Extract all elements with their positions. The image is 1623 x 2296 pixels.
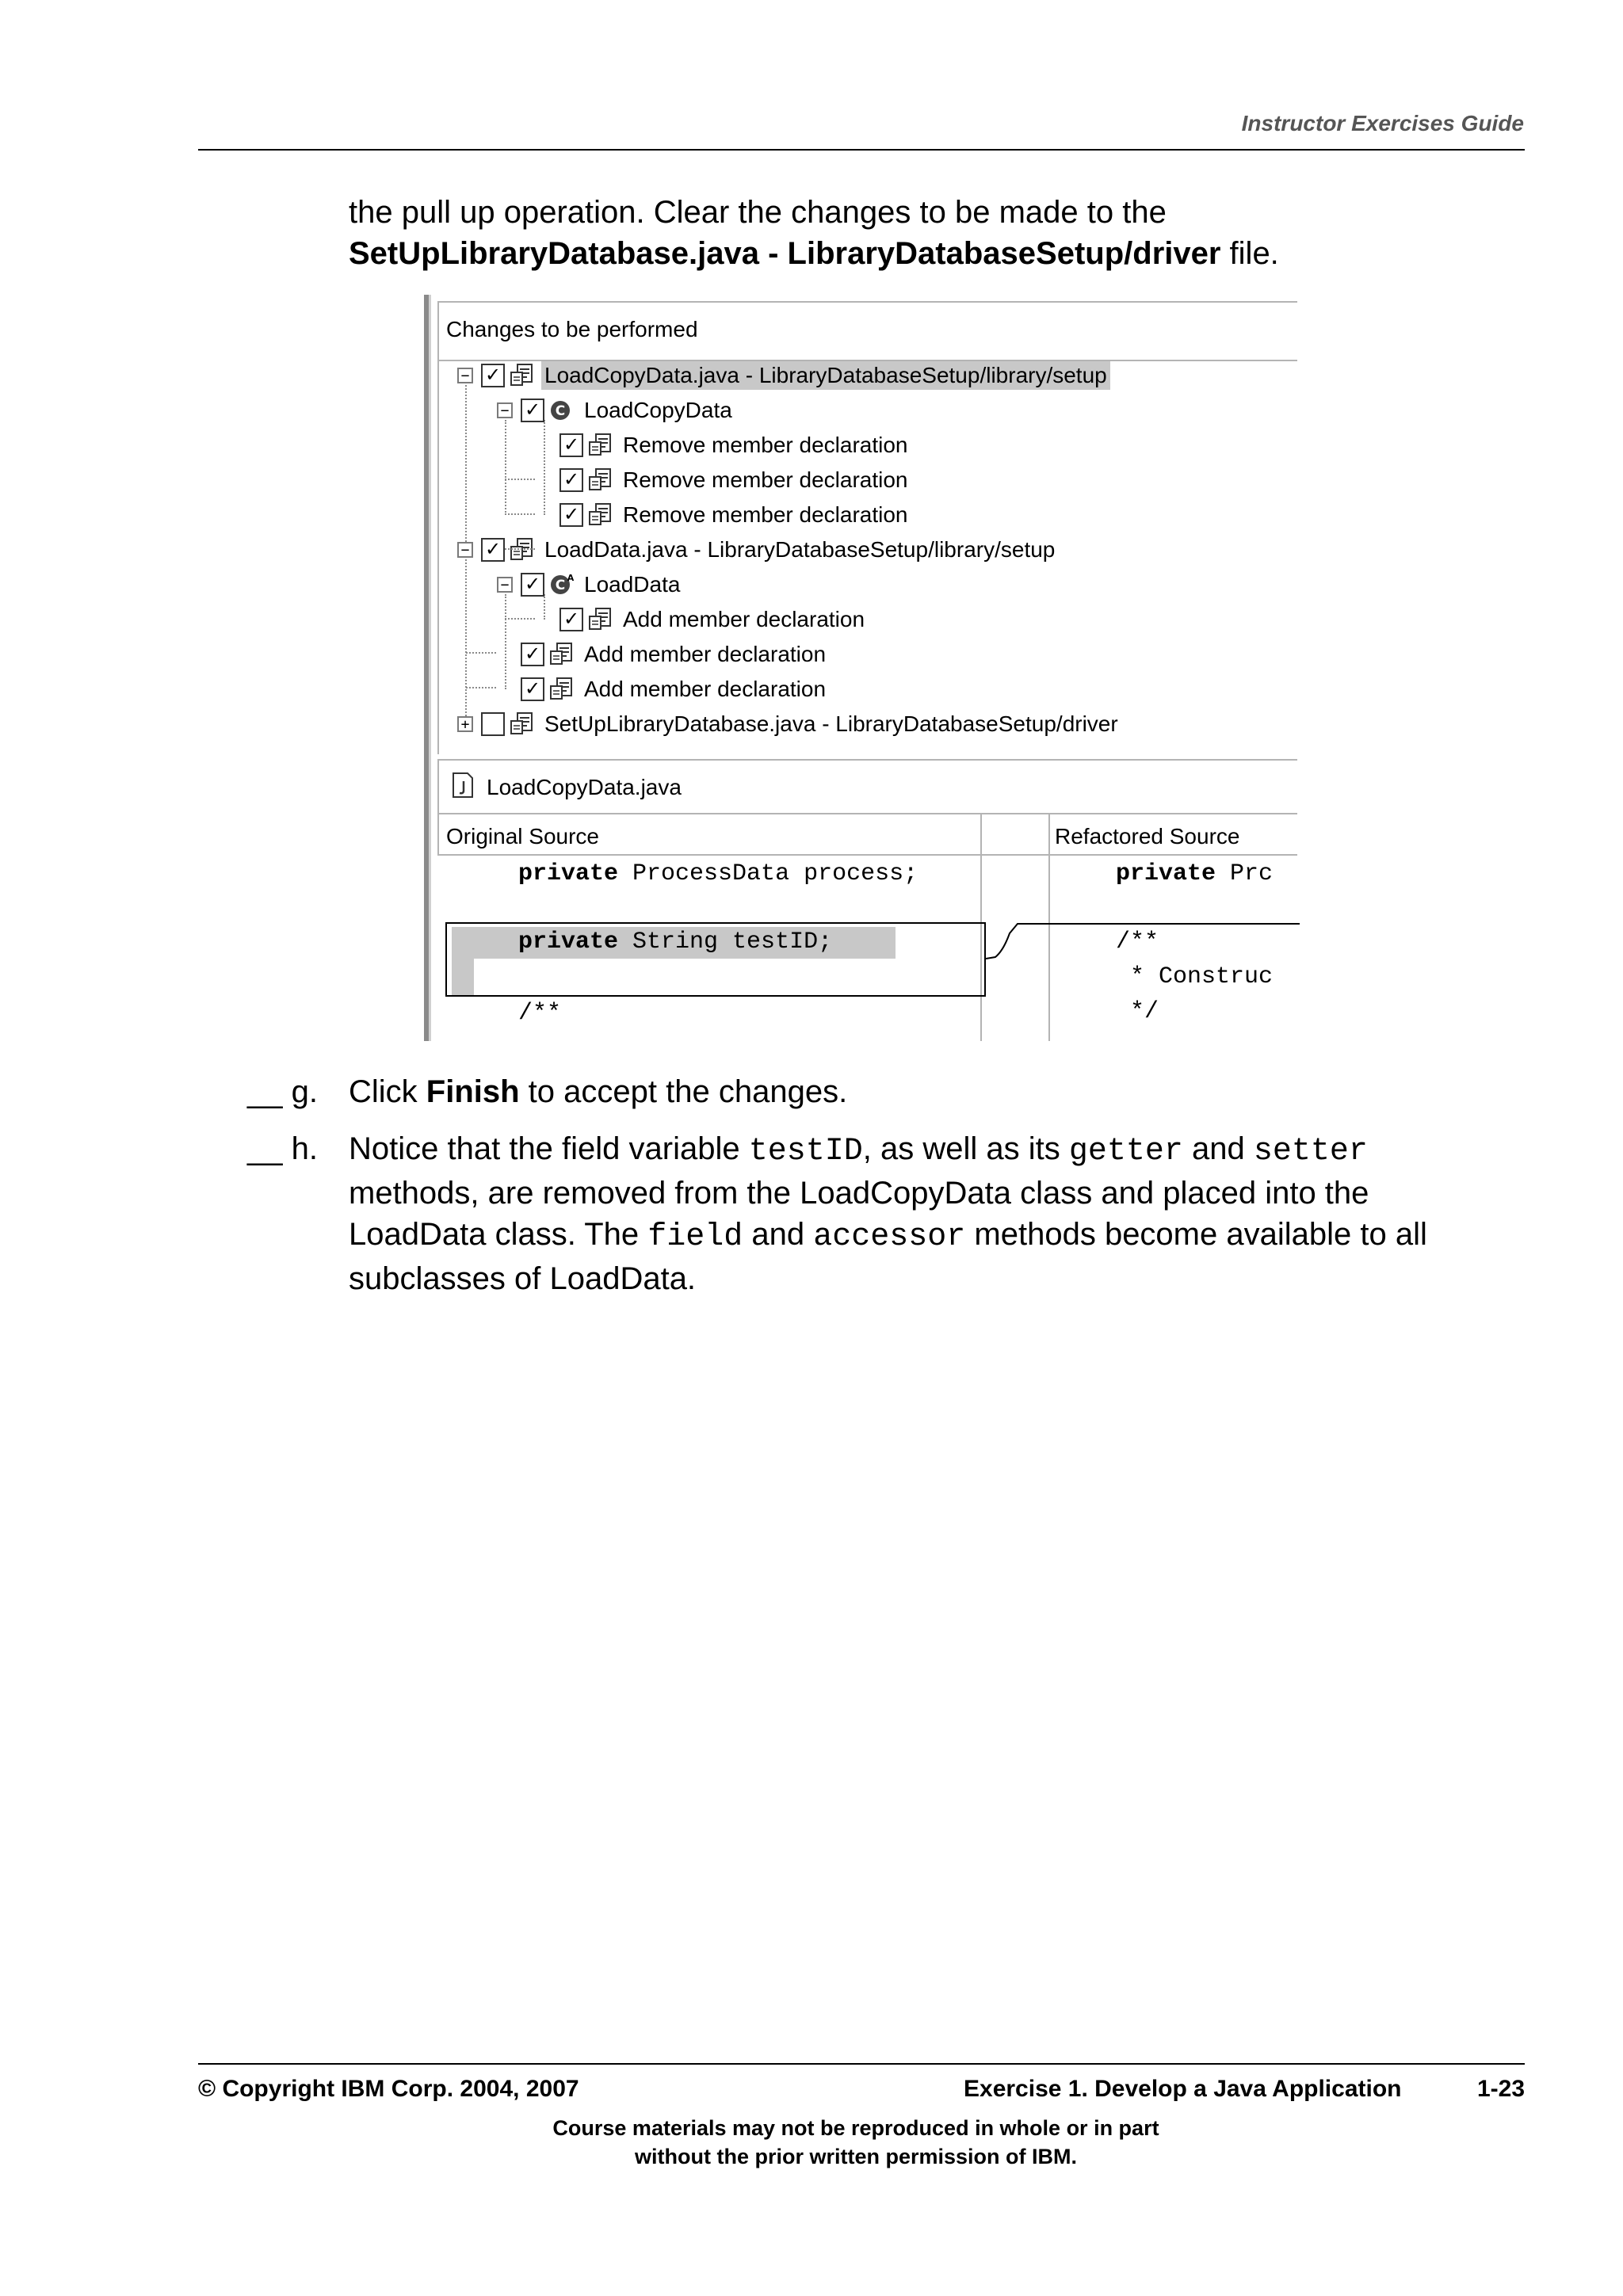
change-checkbox[interactable] <box>481 712 505 736</box>
refactored-source-label: Refactored Source <box>1055 824 1240 849</box>
original-code-line3: /** <box>518 1000 562 1027</box>
change-checkbox[interactable]: ✓ <box>559 433 583 457</box>
java-file-icon <box>452 772 474 799</box>
tree-line <box>505 618 535 620</box>
tree-row-label: Remove member declaration <box>623 467 908 492</box>
tree-row[interactable] <box>497 673 829 705</box>
text-change-icon <box>588 607 613 632</box>
change-checkbox[interactable]: ✓ <box>559 468 583 492</box>
tree-row-label: LoadCopyData <box>584 398 732 422</box>
tree-row-label: LoadData <box>584 572 681 597</box>
change-checkbox[interactable]: ✓ <box>481 538 505 562</box>
class-icon <box>549 572 575 597</box>
footer-rule <box>198 2063 1525 2065</box>
collapse-icon[interactable]: − <box>497 402 513 418</box>
tree-row[interactable] <box>457 534 1058 566</box>
tree-line <box>505 479 535 480</box>
text-change-icon <box>549 677 575 702</box>
tree-line <box>505 420 506 515</box>
intro-line1: the pull up operation. Clear the changes to be made to the <box>349 195 1167 230</box>
change-checkbox[interactable]: ✓ <box>481 364 505 387</box>
svg-text:A: A <box>567 573 575 583</box>
change-checkbox[interactable]: ✓ <box>521 643 544 666</box>
refactored-code-line1: private Prc <box>1116 860 1274 887</box>
tree-row-label: LoadData.java - LibraryDatabaseSetup/library/setup <box>544 537 1056 562</box>
text-change-icon <box>588 502 613 528</box>
text-change-icon <box>588 433 613 458</box>
step-g-text: Click Finish to accept the changes. <box>349 1074 848 1109</box>
original-source-label: Original Source <box>446 824 599 849</box>
tree-line <box>466 652 496 654</box>
refactored-code-line3: * Construc <box>1116 963 1274 990</box>
original-code-line2: private String testID; <box>518 929 833 955</box>
collapse-icon[interactable]: − <box>457 368 473 383</box>
tree-row[interactable] <box>536 604 868 635</box>
tree-row-label: Add member declaration <box>584 677 827 701</box>
svg-text:C: C <box>555 403 566 419</box>
tree-row[interactable] <box>536 429 911 461</box>
tree-row-label: SetUpLibraryDatabase.java - LibraryDatabaseSetup/driver <box>544 711 1118 736</box>
copyright: © Copyright IBM Corp. 2004, 2007 <box>198 2076 579 2102</box>
tree-row-label: Remove member declaration <box>623 502 908 527</box>
refactored-code-line4: */ <box>1116 998 1159 1025</box>
header-rule <box>198 149 1525 151</box>
original-code-line1: private ProcessData process; <box>518 860 918 887</box>
tree-line <box>505 548 535 550</box>
change-file-icon <box>510 537 535 563</box>
page-number: 1-23 <box>1476 2076 1525 2102</box>
panel-edge-inner <box>429 295 431 1041</box>
tree-line <box>466 687 496 688</box>
tree-row[interactable] <box>497 639 829 670</box>
copyright-notice: Course materials may not be reproduced in whole or in part without the prior written permission of IBM. <box>552 2116 1159 2168</box>
text-change-icon <box>588 467 613 493</box>
class-icon <box>549 398 575 423</box>
collapse-icon[interactable]: − <box>457 542 473 558</box>
exercise-title: Exercise 1. Develop a Java Application <box>964 2076 1402 2102</box>
tree-line <box>505 513 535 515</box>
change-checkbox[interactable]: ✓ <box>559 608 583 631</box>
changes-title: Changes to be performed <box>446 317 698 341</box>
tree-row-label: LoadCopyData.java - LibraryDatabaseSetup/library/setup <box>541 361 1110 390</box>
change-box <box>445 922 986 997</box>
tree-row[interactable] <box>457 708 1121 740</box>
refactored-code-line2: /** <box>1116 929 1159 955</box>
change-checkbox[interactable]: ✓ <box>559 503 583 527</box>
tree-row[interactable] <box>497 395 735 426</box>
svg-text:C: C <box>555 578 566 593</box>
collapse-icon[interactable]: − <box>497 577 513 593</box>
tree-row[interactable] <box>497 569 683 601</box>
intro-paragraph <box>349 192 1498 274</box>
tree-row-label: Add member declaration <box>584 642 827 666</box>
tree-row[interactable] <box>536 499 911 531</box>
guide-title: Instructor Exercises Guide <box>1241 111 1524 135</box>
step-g-prefix: __ g. <box>247 1074 318 1109</box>
change-checkbox[interactable]: ✓ <box>521 399 544 422</box>
intro-tail: file. <box>1220 236 1279 271</box>
tree-row[interactable] <box>536 464 911 496</box>
finish-term: Finish <box>426 1074 520 1109</box>
tree-row-label: Remove member declaration <box>623 433 908 457</box>
text-change-icon <box>549 642 575 667</box>
change-file-icon <box>510 711 535 737</box>
step-h-prefix: __ h. <box>247 1131 318 1166</box>
change-checkbox[interactable]: ✓ <box>521 573 544 597</box>
tree-row-label: Add member declaration <box>623 607 865 631</box>
step-h-text: Notice that the field variable testID, as well as its getter and setter methods, are removed from the LoadCopyData class and placed into the LoadData class. The field and accessor methods become available to all subclasses of LoadData. <box>349 1131 1427 1296</box>
file-name: LoadCopyData.java <box>487 775 682 799</box>
tree-row[interactable] <box>457 360 1110 391</box>
intro-bold-file: SetUpLibraryDatabase.java - LibraryDatabaseSetup/driver <box>349 236 1221 271</box>
change-checkbox[interactable]: ✓ <box>521 677 544 701</box>
change-file-icon <box>510 363 535 388</box>
expand-icon[interactable]: + <box>457 716 473 732</box>
